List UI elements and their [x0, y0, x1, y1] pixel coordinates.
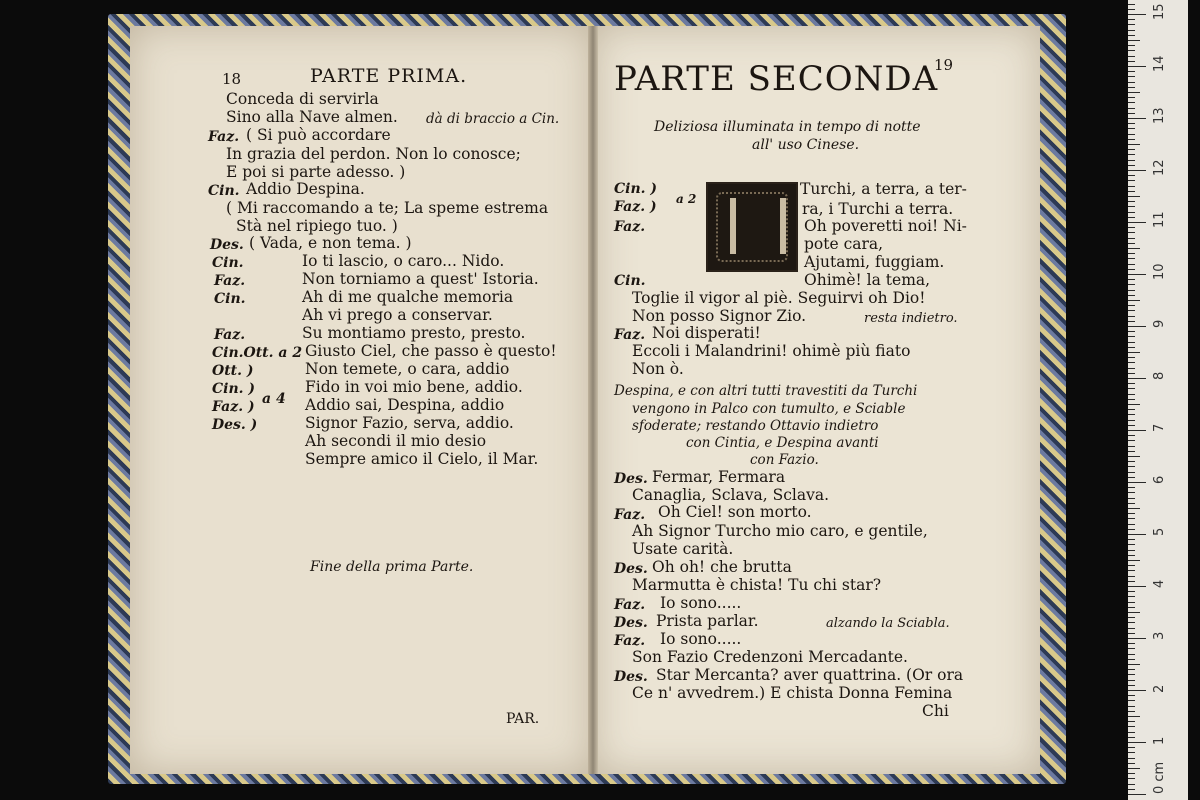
speaker-label: Des.	[614, 615, 648, 631]
catchword: Chi	[922, 702, 949, 720]
ruler-tick	[1128, 123, 1135, 124]
ruler-tick	[1128, 773, 1135, 774]
text-line: In grazia del perdon. Non lo conosce;	[226, 145, 521, 163]
ruler-tick	[1128, 331, 1135, 332]
ruler-tick	[1128, 66, 1146, 67]
text-line: Ah vi prego a conservar.	[302, 306, 493, 324]
ruler-tick	[1128, 336, 1135, 337]
ruler-tick	[1128, 737, 1135, 738]
running-head-left: PARTE PRIMA.	[310, 65, 468, 87]
ruler-tick	[1128, 61, 1135, 62]
ruler-tick	[1128, 295, 1135, 296]
ruler-tick	[1128, 591, 1135, 592]
ruler-tick	[1128, 347, 1135, 348]
text-line: Ce n' avvedrem.) E chista Donna Femina	[632, 684, 953, 702]
ruler-number: 9	[1152, 319, 1167, 328]
ruler-tick	[1128, 648, 1135, 649]
ruler-tick	[1128, 180, 1135, 181]
ruler-tick	[1128, 175, 1135, 176]
text-line: Giusto Ciel, che passo è questo!	[305, 342, 557, 360]
ruler-tick	[1128, 165, 1135, 166]
text-line: pote cara,	[804, 235, 884, 253]
ruler-tick	[1128, 191, 1135, 192]
ruler-tick	[1128, 498, 1135, 499]
speaker-label: Faz.	[614, 597, 646, 613]
ruler-tick	[1128, 394, 1135, 395]
ruler-number: 5	[1152, 527, 1167, 536]
ruler-tick	[1128, 534, 1146, 535]
ruler-tick	[1128, 399, 1135, 400]
speaker-label: Faz.	[214, 327, 246, 343]
ruler-tick	[1128, 544, 1135, 545]
ruler-tick	[1128, 378, 1146, 379]
ruler-tick	[1128, 680, 1135, 681]
ruler-tick	[1128, 524, 1135, 525]
speaker-label: Des. )	[212, 417, 258, 433]
ruler-tick	[1128, 695, 1135, 696]
ruler-tick	[1128, 92, 1140, 93]
speaker-count: a 4	[262, 391, 286, 407]
ruler-tick	[1128, 638, 1146, 639]
ruler-tick	[1128, 310, 1135, 311]
ruler-tick	[1128, 492, 1135, 493]
ruler-tick	[1128, 435, 1135, 436]
ruler-tick	[1128, 633, 1135, 634]
ruler-tick	[1128, 456, 1140, 457]
ruler-tick	[1128, 305, 1135, 306]
ruler-tick	[1128, 654, 1135, 655]
stage-direction: resta indietro.	[864, 311, 958, 326]
text-line: Ajutami, fuggiam.	[804, 253, 945, 271]
ruler-tick	[1128, 596, 1135, 597]
ruler-tick	[1128, 139, 1135, 140]
ruler-tick	[1128, 789, 1135, 790]
text-line: ( Mi raccomando a te; La speme estrema	[226, 199, 549, 217]
text-line: Ah Signor Turcho mio caro, e gentile,	[632, 522, 928, 540]
ruler-tick	[1128, 108, 1135, 109]
ruler-tick	[1128, 238, 1135, 239]
speaker-label: Des.	[614, 669, 648, 685]
ruler-number: 6	[1152, 475, 1167, 484]
speaker-label: Faz.	[208, 129, 240, 145]
ruler-tick	[1128, 128, 1135, 129]
speaker-label: Des.	[614, 471, 648, 487]
ruler-tick	[1128, 248, 1140, 249]
speaker-label: Cin.	[214, 291, 246, 307]
speaker-count: a 2	[676, 192, 697, 206]
ruler-tick	[1128, 451, 1135, 452]
ruler-tick	[1128, 362, 1135, 363]
ruler-tick	[1128, 170, 1146, 171]
end-of-part-note: Fine della prima Parte.	[310, 559, 474, 575]
ruler-tick	[1128, 570, 1135, 571]
ruler-number: 14	[1152, 55, 1167, 72]
text-line: ( Vada, e non tema. )	[249, 234, 412, 252]
ruler-tick	[1128, 102, 1135, 103]
decorated-initial-woodcut	[706, 182, 798, 272]
text-line: Marmutta è chista! Tu chi star?	[632, 576, 882, 594]
ruler-tick	[1128, 383, 1135, 384]
ruler-tick	[1128, 586, 1146, 587]
ruler-number: 12	[1152, 159, 1167, 176]
ruler-tick	[1128, 154, 1135, 155]
ruler-tick	[1128, 643, 1135, 644]
stage-direction: alzando la Sciabla.	[826, 616, 950, 631]
ruler-tick	[1128, 144, 1140, 145]
ruler-tick	[1128, 45, 1135, 46]
ruler-tick	[1128, 414, 1135, 415]
ruler-tick	[1128, 326, 1146, 327]
speaker-label: Faz. )	[614, 199, 657, 215]
ruler-tick	[1128, 373, 1135, 374]
speaker-label: Cin.	[208, 183, 240, 199]
ruler-tick	[1128, 487, 1135, 488]
text-line: Fido in voi mio bene, addio.	[305, 378, 523, 396]
ruler-tick	[1128, 30, 1135, 31]
ruler-tick	[1128, 732, 1135, 733]
ruler-tick	[1128, 253, 1135, 254]
ruler-tick	[1128, 149, 1135, 150]
ruler-tick	[1128, 607, 1135, 608]
speaker-label: Cin.	[614, 273, 646, 289]
ruler-tick	[1128, 316, 1135, 317]
text-line: Non posso Signor Zio.	[632, 307, 807, 325]
ruler-tick	[1128, 518, 1135, 519]
ruler-tick	[1128, 76, 1135, 77]
speaker-label: Faz.	[614, 633, 646, 649]
text-line: Non temete, o cara, addio	[305, 360, 510, 378]
ruler-number: 11	[1152, 211, 1167, 228]
stage-direction: dà di braccio a Cin.	[426, 111, 560, 127]
stage-direction: vengono in Palco con tumulto, e Sciable	[632, 401, 906, 417]
text-line: Conceda di servirla	[226, 90, 379, 108]
ruler-tick	[1128, 186, 1135, 187]
ruler-tick	[1128, 742, 1146, 743]
ruler-tick	[1128, 274, 1146, 275]
text-line: Usate carità.	[632, 540, 734, 558]
ruler-tick	[1128, 14, 1146, 15]
ruler-tick	[1128, 409, 1135, 410]
text-line: ra, i Turchi a terra.	[802, 200, 954, 218]
ruler-tick	[1128, 482, 1146, 483]
ruler-tick	[1128, 539, 1135, 540]
ruler-tick	[1128, 425, 1135, 426]
speaker-label: Des.	[614, 561, 648, 577]
speaker-label: Cin. )	[614, 181, 658, 197]
ruler-tick	[1128, 82, 1135, 83]
ruler-tick	[1128, 461, 1135, 462]
text-line: Prista parlar.	[656, 612, 759, 630]
ruler-tick	[1128, 40, 1140, 41]
ruler-tick	[1128, 352, 1140, 353]
ruler-tick	[1128, 576, 1135, 577]
stage-direction: Despina, e con altri tutti travestiti da Turchi	[614, 383, 918, 399]
ruler-tick	[1128, 612, 1140, 613]
text-line: Oh oh! che brutta	[652, 558, 792, 576]
text-line: Ah di me qualche memoria	[302, 288, 514, 306]
ruler-number: 3	[1152, 631, 1167, 640]
ruler-tick	[1128, 279, 1135, 280]
ruler-tick	[1128, 664, 1140, 665]
text-line: E poi si parte adesso. )	[226, 163, 406, 181]
speaker-label: Cin. )	[212, 381, 256, 397]
speaker-label: Ott. )	[212, 363, 254, 379]
ruler-tick	[1128, 477, 1135, 478]
ruler-tick	[1128, 472, 1135, 473]
ruler-tick	[1128, 232, 1135, 233]
text-line: Sempre amico il Cielo, il Mar.	[305, 450, 539, 468]
ruler-tick	[1128, 243, 1135, 244]
ruler-tick	[1128, 404, 1140, 405]
ruler-number: 7	[1152, 423, 1167, 432]
ruler-tick	[1128, 763, 1135, 764]
ruler-tick	[1128, 503, 1135, 504]
ruler-tick	[1128, 602, 1135, 603]
ruler-tick	[1128, 466, 1135, 467]
speaker-label: Faz. )	[212, 399, 255, 415]
ruler-tick	[1128, 87, 1135, 88]
ruler-tick	[1128, 508, 1140, 509]
speaker-label: Faz.	[614, 507, 646, 523]
text-line: Sino alla Nave almen.	[226, 108, 398, 126]
speaker-label: Cin.Ott. a 2	[212, 345, 303, 361]
ruler-tick	[1128, 113, 1135, 114]
ruler-tick	[1128, 685, 1135, 686]
ruler-tick	[1128, 581, 1135, 582]
text-line: Addio Despina.	[246, 180, 365, 198]
ruler-tick	[1128, 716, 1140, 717]
ruler-tick	[1128, 674, 1135, 675]
ruler-tick	[1128, 555, 1135, 556]
speaker-label: Faz.	[614, 327, 646, 343]
page-title: PARTE SECONDA	[614, 59, 939, 99]
ruler-tick	[1128, 357, 1135, 358]
ruler-tick	[1128, 752, 1135, 753]
ruler-tick	[1128, 778, 1135, 779]
text-line: Eccoli i Malandrini! ohimè più fiato	[632, 342, 911, 360]
stage-direction: sfoderate; restando Ottavio indietro	[632, 418, 879, 434]
ruler-tick	[1128, 706, 1135, 707]
ruler-tick	[1128, 222, 1146, 223]
ruler-tick	[1128, 35, 1135, 36]
text-line: Son Fazio Credenzoni Mercadante.	[632, 648, 908, 666]
text-line: Toglie il vigor al piè. Seguirvi oh Dio!	[632, 289, 926, 307]
ruler-tick	[1128, 264, 1135, 265]
ruler-tick	[1128, 368, 1135, 369]
ruler-tick	[1128, 284, 1135, 285]
ruler-tick	[1128, 97, 1135, 98]
ruler-tick	[1128, 160, 1135, 161]
ruler-number: 13	[1152, 107, 1167, 124]
ruler-tick	[1128, 258, 1135, 259]
text-line: Ah secondi il mio desio	[305, 432, 487, 450]
ruler-tick	[1128, 388, 1135, 389]
speaker-label: Cin.	[212, 255, 244, 271]
ruler-tick	[1128, 206, 1135, 207]
ruler-tick	[1128, 446, 1135, 447]
ruler-tick	[1128, 201, 1135, 202]
page-number-right: 19	[934, 56, 954, 74]
ruler-tick	[1128, 513, 1135, 514]
text-line: Io sono.....	[660, 594, 742, 612]
ruler-tick	[1128, 768, 1140, 769]
ruler-number: 2	[1152, 684, 1167, 693]
ruler-tick	[1128, 212, 1135, 213]
text-line: Addio sai, Despina, addio	[305, 396, 505, 414]
ruler-number: 10	[1152, 263, 1167, 280]
text-line: Turchi, a terra, a ter-	[800, 180, 967, 198]
ruler-tick	[1128, 700, 1135, 701]
ruler-tick	[1128, 9, 1135, 10]
ruler-tick	[1128, 560, 1140, 561]
ruler-tick	[1128, 690, 1146, 691]
ruler-tick	[1128, 659, 1135, 660]
ruler-number: 8	[1152, 371, 1167, 380]
ruler-tick	[1128, 217, 1135, 218]
ruler-tick	[1128, 550, 1135, 551]
ruler-tick	[1128, 711, 1135, 712]
ruler-tick	[1128, 747, 1135, 748]
ruler-tick	[1128, 118, 1146, 119]
speaker-label: Des.	[210, 237, 244, 253]
text-line: Ohimè! la tema,	[804, 271, 931, 289]
text-line: ( Si può accordare	[246, 126, 391, 144]
speaker-label: Faz.	[614, 219, 646, 235]
text-line: Signor Fazio, serva, addio.	[305, 414, 514, 432]
text-line: Su montiamo presto, presto.	[302, 324, 526, 342]
ruler-tick	[1128, 196, 1140, 197]
text-line: Fermar, Fermara	[652, 468, 786, 486]
ruler-tick	[1128, 430, 1146, 431]
scene-description: all' uso Cinese.	[752, 137, 860, 153]
ruler-tick	[1128, 24, 1135, 25]
ruler-tick	[1128, 342, 1135, 343]
ruler-number: 4	[1152, 579, 1167, 588]
stage-direction: con Fazio.	[750, 452, 819, 468]
ruler-tick	[1128, 721, 1135, 722]
catchword: PAR.	[506, 711, 540, 727]
text-line: Noi disperati!	[652, 324, 761, 342]
ruler-tick	[1128, 290, 1135, 291]
ruler-tick	[1128, 420, 1135, 421]
ruler-tick	[1128, 622, 1135, 623]
ruler-tick	[1128, 726, 1135, 727]
ruler-number: 15	[1152, 3, 1167, 20]
ruler-tick	[1128, 529, 1135, 530]
ruler-tick	[1128, 50, 1135, 51]
ruler-tick	[1128, 227, 1135, 228]
text-line: Oh poveretti noi! Ni-	[804, 217, 967, 235]
ruler-tick	[1128, 628, 1135, 629]
ruler-number: 0 cm	[1152, 761, 1167, 794]
text-line: Non ò.	[632, 360, 684, 378]
ruler-tick	[1128, 565, 1135, 566]
scene-description: Deliziosa illuminata in tempo di notte	[654, 119, 921, 135]
ruler-tick	[1128, 669, 1135, 670]
ruler-tick	[1128, 134, 1135, 135]
ruler-tick	[1128, 4, 1135, 5]
ruler-tick	[1128, 71, 1135, 72]
text-line: Oh Ciel! son morto.	[658, 503, 812, 521]
measurement-ruler	[1128, 0, 1188, 800]
ruler-tick	[1128, 56, 1135, 57]
ruler-tick	[1128, 794, 1146, 795]
ruler-tick	[1128, 269, 1135, 270]
text-line: Star Mercanta? aver quattrina. (Or ora	[656, 666, 964, 684]
text-line: Io sono.....	[660, 630, 742, 648]
ruler-tick	[1128, 784, 1135, 785]
text-line: Io ti lascio, o caro... Nido.	[302, 252, 505, 270]
stage-direction: con Cintia, e Despina avanti	[686, 435, 879, 451]
ruler-tick	[1128, 300, 1140, 301]
ruler-tick	[1128, 617, 1135, 618]
ruler-tick	[1128, 758, 1135, 759]
text-line: Canaglia, Sclava, Sclava.	[632, 486, 830, 504]
speaker-label: Faz.	[214, 273, 246, 289]
page-number-left: 18	[222, 70, 242, 88]
ruler-tick	[1128, 321, 1135, 322]
book-gutter	[588, 26, 598, 774]
ruler-tick	[1128, 440, 1135, 441]
text-line: Stà nel ripiego tuo. )	[236, 217, 398, 235]
text-line: Non torniamo a quest' Istoria.	[302, 270, 539, 288]
ruler-number: 1	[1152, 736, 1167, 745]
ruler-tick	[1128, 19, 1135, 20]
